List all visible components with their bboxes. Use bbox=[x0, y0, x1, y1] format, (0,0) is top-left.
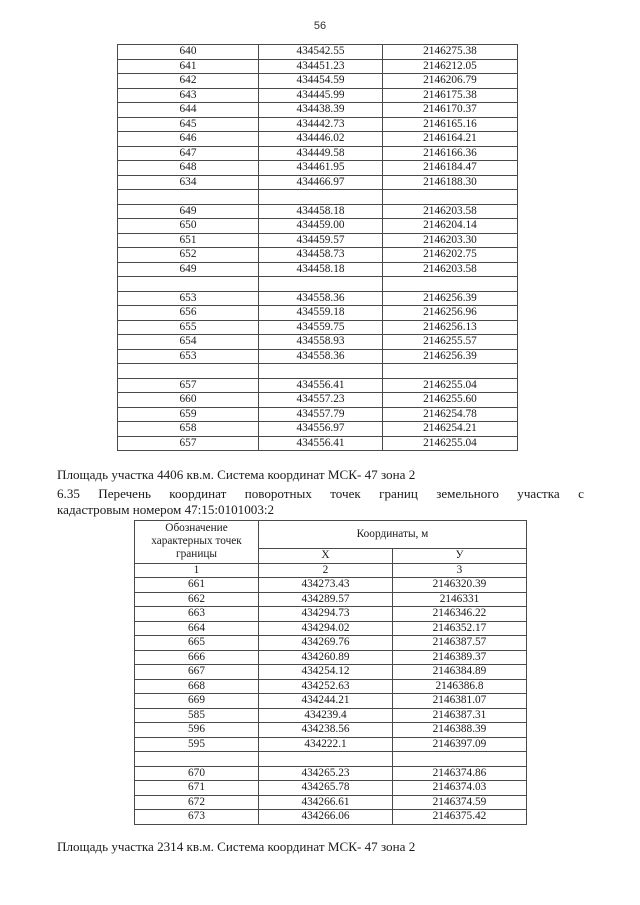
point-number-cell: 660 bbox=[118, 393, 259, 408]
table-row bbox=[135, 578, 527, 593]
x-coordinate-cell: 434294.02 bbox=[259, 621, 393, 636]
table-row bbox=[135, 607, 527, 622]
point-number-cell: 640 bbox=[118, 45, 259, 60]
heading-word: координат bbox=[169, 486, 227, 501]
point-number-cell: 651 bbox=[118, 233, 259, 248]
empty-cell bbox=[259, 277, 383, 292]
y-coordinate-cell: 2146170.37 bbox=[383, 103, 518, 118]
column-number: 1 bbox=[135, 563, 259, 578]
y-coordinate-cell: 2146255.04 bbox=[383, 436, 518, 451]
x-coordinate-cell: 434266.06 bbox=[259, 810, 393, 825]
point-number-cell: 656 bbox=[118, 306, 259, 321]
y-coordinate-cell: 2146352.17 bbox=[393, 621, 527, 636]
point-number-cell: 634 bbox=[118, 175, 259, 190]
x-coordinate-cell: 434454.59 bbox=[259, 74, 383, 89]
table-row bbox=[135, 679, 527, 694]
x-coordinate-cell: 434289.57 bbox=[259, 592, 393, 607]
section-heading bbox=[57, 486, 584, 518]
y-coordinate-cell: 2146188.30 bbox=[383, 175, 518, 190]
y-coordinate-cell: 2146184.47 bbox=[383, 161, 518, 176]
point-number-cell: 661 bbox=[135, 578, 259, 593]
y-coordinate-cell: 2146388.39 bbox=[393, 723, 527, 738]
table-row bbox=[118, 248, 518, 263]
point-number-cell: 653 bbox=[118, 349, 259, 364]
point-number-cell: 648 bbox=[118, 161, 259, 176]
table-row bbox=[118, 45, 518, 60]
x-coordinate-cell: 434254.12 bbox=[259, 665, 393, 680]
x-coordinate-cell: 434449.58 bbox=[259, 146, 383, 161]
y-coordinate-cell: 2146202.75 bbox=[383, 248, 518, 263]
table-row bbox=[118, 132, 518, 147]
x-coordinate-cell: 434558.36 bbox=[259, 291, 383, 306]
table-row bbox=[118, 117, 518, 132]
point-number-cell: 673 bbox=[135, 810, 259, 825]
point-number-cell: 653 bbox=[118, 291, 259, 306]
empty-cell bbox=[259, 364, 383, 379]
point-number-cell: 657 bbox=[118, 436, 259, 451]
point-number-cell: 659 bbox=[118, 407, 259, 422]
table-row bbox=[118, 204, 518, 219]
point-number-cell: 655 bbox=[118, 320, 259, 335]
table-row bbox=[118, 161, 518, 176]
x-coordinate-cell: 434438.39 bbox=[259, 103, 383, 118]
page-number: 56 bbox=[313, 20, 327, 32]
point-number-cell: 652 bbox=[118, 248, 259, 263]
section-heading-cadastral: кадастровым номером 47:15:0101003:2 bbox=[57, 502, 275, 517]
x-coordinate-cell: 434459.00 bbox=[259, 219, 383, 234]
heading-word: Перечень bbox=[98, 486, 151, 501]
x-coordinate-cell: 434557.79 bbox=[259, 407, 383, 422]
point-number-cell: 670 bbox=[135, 766, 259, 781]
x-coordinate-cell: 434265.23 bbox=[259, 766, 393, 781]
y-coordinate-cell: 2146331 bbox=[393, 592, 527, 607]
point-number-cell: 662 bbox=[135, 592, 259, 607]
y-coordinate-cell: 2146204.14 bbox=[383, 219, 518, 234]
x-coordinate-cell: 434542.55 bbox=[259, 45, 383, 60]
x-coordinate-cell: 434446.02 bbox=[259, 132, 383, 147]
point-number-cell: 646 bbox=[118, 132, 259, 147]
header-coordinates: Координаты, м bbox=[259, 521, 527, 549]
y-coordinate-cell: 2146254.21 bbox=[383, 422, 518, 437]
point-number-cell: 595 bbox=[135, 737, 259, 752]
x-coordinate-cell: 434558.36 bbox=[259, 349, 383, 364]
table-row bbox=[118, 291, 518, 306]
empty-cell bbox=[393, 752, 527, 767]
point-number-cell: 666 bbox=[135, 650, 259, 665]
heading-word: с bbox=[578, 486, 584, 501]
y-coordinate-cell: 2146256.96 bbox=[383, 306, 518, 321]
x-coordinate-cell: 434556.41 bbox=[259, 378, 383, 393]
x-coordinate-cell: 434559.18 bbox=[259, 306, 383, 321]
table-row bbox=[135, 592, 527, 607]
y-coordinate-cell: 2146374.86 bbox=[393, 766, 527, 781]
x-coordinate-cell: 434442.73 bbox=[259, 117, 383, 132]
x-coordinate-cell: 434451.23 bbox=[259, 59, 383, 74]
x-coordinate-cell: 434556.97 bbox=[259, 422, 383, 437]
empty-cell bbox=[383, 277, 518, 292]
y-coordinate-cell: 2146389.37 bbox=[393, 650, 527, 665]
empty-cell bbox=[259, 752, 393, 767]
heading-word: точек bbox=[330, 486, 361, 501]
x-coordinate-cell: 434559.75 bbox=[259, 320, 383, 335]
point-number-cell: 654 bbox=[118, 335, 259, 350]
table-row bbox=[135, 723, 527, 738]
separator-row bbox=[118, 364, 518, 379]
table-row bbox=[118, 103, 518, 118]
section-heading-line bbox=[57, 486, 584, 502]
heading-word: поворотных bbox=[244, 486, 312, 501]
y-coordinate-cell: 2146203.58 bbox=[383, 204, 518, 219]
table-row bbox=[118, 88, 518, 103]
x-coordinate-cell: 434458.18 bbox=[259, 204, 383, 219]
x-coordinate-cell: 434269.76 bbox=[259, 636, 393, 651]
y-coordinate-cell: 2146203.30 bbox=[383, 233, 518, 248]
point-number-cell: 585 bbox=[135, 708, 259, 723]
header-x: X bbox=[259, 549, 393, 564]
separator-row bbox=[118, 190, 518, 205]
y-coordinate-cell: 2146387.31 bbox=[393, 708, 527, 723]
y-coordinate-cell: 2146320.39 bbox=[393, 578, 527, 593]
table-row bbox=[135, 650, 527, 665]
table-row bbox=[118, 378, 518, 393]
empty-cell bbox=[118, 277, 259, 292]
table-row bbox=[135, 708, 527, 723]
point-number-cell: 664 bbox=[135, 621, 259, 636]
point-number-cell: 669 bbox=[135, 694, 259, 709]
heading-word: участка bbox=[517, 486, 560, 501]
header-point-designation: Обозначение характерных точек границы bbox=[135, 521, 259, 564]
point-number-cell: 643 bbox=[118, 88, 259, 103]
x-coordinate-cell: 434557.23 bbox=[259, 393, 383, 408]
separator-row bbox=[135, 752, 527, 767]
table-row bbox=[135, 636, 527, 651]
point-number-cell: 667 bbox=[135, 665, 259, 680]
section-number: 6.35 bbox=[57, 486, 80, 501]
x-coordinate-cell: 434260.89 bbox=[259, 650, 393, 665]
table-row bbox=[118, 393, 518, 408]
empty-cell bbox=[259, 190, 383, 205]
x-coordinate-cell: 434459.57 bbox=[259, 233, 383, 248]
header-y: У bbox=[393, 549, 527, 564]
x-coordinate-cell: 434222.1 bbox=[259, 737, 393, 752]
empty-cell bbox=[383, 364, 518, 379]
table-row bbox=[118, 306, 518, 321]
table-row bbox=[118, 335, 518, 350]
table-row bbox=[118, 436, 518, 451]
point-number-cell: 658 bbox=[118, 422, 259, 437]
x-coordinate-cell: 434238.56 bbox=[259, 723, 393, 738]
table-row bbox=[118, 422, 518, 437]
point-number-cell: 668 bbox=[135, 679, 259, 694]
point-number-cell: 642 bbox=[118, 74, 259, 89]
table-row bbox=[118, 146, 518, 161]
coordinates-table-body bbox=[118, 45, 518, 451]
point-number-cell: 645 bbox=[118, 117, 259, 132]
y-coordinate-cell: 2146206.79 bbox=[383, 74, 518, 89]
table-row bbox=[135, 781, 527, 796]
x-coordinate-cell: 434458.18 bbox=[259, 262, 383, 277]
x-coordinate-cell: 434266.61 bbox=[259, 795, 393, 810]
empty-cell bbox=[118, 190, 259, 205]
table-row bbox=[118, 349, 518, 364]
point-number-cell: 644 bbox=[118, 103, 259, 118]
point-number-cell: 665 bbox=[135, 636, 259, 651]
y-coordinate-cell: 2146255.04 bbox=[383, 378, 518, 393]
x-coordinate-cell: 434265.78 bbox=[259, 781, 393, 796]
table-row bbox=[118, 407, 518, 422]
area-statement: Площадь участка 2314 кв.м. Система координат МСК- 47 зона 2 bbox=[57, 839, 416, 854]
table-row bbox=[118, 74, 518, 89]
x-coordinate-cell: 434466.97 bbox=[259, 175, 383, 190]
table-row bbox=[118, 320, 518, 335]
y-coordinate-cell: 2146166.36 bbox=[383, 146, 518, 161]
point-number-cell: 672 bbox=[135, 795, 259, 810]
x-coordinate-cell: 434239.4 bbox=[259, 708, 393, 723]
separator-row bbox=[118, 277, 518, 292]
empty-cell bbox=[118, 364, 259, 379]
y-coordinate-cell: 2146212.05 bbox=[383, 59, 518, 74]
table-row bbox=[135, 665, 527, 680]
y-coordinate-cell: 2146346.22 bbox=[393, 607, 527, 622]
x-coordinate-cell: 434244.21 bbox=[259, 694, 393, 709]
y-coordinate-cell: 2146275.38 bbox=[383, 45, 518, 60]
table-row bbox=[135, 810, 527, 825]
x-coordinate-cell: 434445.99 bbox=[259, 88, 383, 103]
y-coordinate-cell: 2146203.58 bbox=[383, 262, 518, 277]
heading-word: границ bbox=[379, 486, 418, 501]
point-number-cell: 649 bbox=[118, 262, 259, 277]
point-number-cell: 647 bbox=[118, 146, 259, 161]
empty-cell bbox=[135, 752, 259, 767]
y-coordinate-cell: 2146256.13 bbox=[383, 320, 518, 335]
x-coordinate-cell: 434458.73 bbox=[259, 248, 383, 263]
point-number-cell: 641 bbox=[118, 59, 259, 74]
x-coordinate-cell: 434273.43 bbox=[259, 578, 393, 593]
y-coordinate-cell: 2146175.38 bbox=[383, 88, 518, 103]
y-coordinate-cell: 2146255.57 bbox=[383, 335, 518, 350]
x-coordinate-cell: 434294.73 bbox=[259, 607, 393, 622]
y-coordinate-cell: 2146256.39 bbox=[383, 349, 518, 364]
point-number-cell: 657 bbox=[118, 378, 259, 393]
table-row bbox=[118, 219, 518, 234]
y-coordinate-cell: 2146375.42 bbox=[393, 810, 527, 825]
table-row bbox=[118, 233, 518, 248]
heading-word: земельного bbox=[436, 486, 499, 501]
x-coordinate-cell: 434461.95 bbox=[259, 161, 383, 176]
y-coordinate-cell: 2146374.59 bbox=[393, 795, 527, 810]
empty-cell bbox=[383, 190, 518, 205]
y-coordinate-cell: 2146165.16 bbox=[383, 117, 518, 132]
table-row bbox=[135, 694, 527, 709]
table-row bbox=[135, 766, 527, 781]
coordinates-table-body bbox=[135, 578, 527, 825]
table-row bbox=[118, 175, 518, 190]
point-number-cell: 649 bbox=[118, 204, 259, 219]
table-row bbox=[118, 262, 518, 277]
table-row bbox=[135, 737, 527, 752]
point-number-cell: 650 bbox=[118, 219, 259, 234]
coordinates-table-continued bbox=[117, 44, 518, 451]
y-coordinate-cell: 2146255.60 bbox=[383, 393, 518, 408]
y-coordinate-cell: 2146381.07 bbox=[393, 694, 527, 709]
y-coordinate-cell: 2146256.39 bbox=[383, 291, 518, 306]
point-number-cell: 663 bbox=[135, 607, 259, 622]
y-coordinate-cell: 2146374.03 bbox=[393, 781, 527, 796]
y-coordinate-cell: 2146387.57 bbox=[393, 636, 527, 651]
x-coordinate-cell: 434556.41 bbox=[259, 436, 383, 451]
area-statement: Площадь участка 4406 кв.м. Система координат МСК- 47 зона 2 bbox=[57, 467, 416, 482]
column-number: 2 bbox=[259, 563, 393, 578]
point-number-cell: 671 bbox=[135, 781, 259, 796]
table-row bbox=[135, 795, 527, 810]
x-coordinate-cell: 434252.63 bbox=[259, 679, 393, 694]
y-coordinate-cell: 2146386.8 bbox=[393, 679, 527, 694]
y-coordinate-cell: 2146164.21 bbox=[383, 132, 518, 147]
y-coordinate-cell: 2146384.89 bbox=[393, 665, 527, 680]
table-row bbox=[118, 59, 518, 74]
y-coordinate-cell: 2146397.09 bbox=[393, 737, 527, 752]
column-number: 3 bbox=[393, 563, 527, 578]
y-coordinate-cell: 2146254.78 bbox=[383, 407, 518, 422]
table-row bbox=[135, 621, 527, 636]
point-number-cell: 596 bbox=[135, 723, 259, 738]
coordinates-table bbox=[134, 520, 527, 825]
x-coordinate-cell: 434558.93 bbox=[259, 335, 383, 350]
